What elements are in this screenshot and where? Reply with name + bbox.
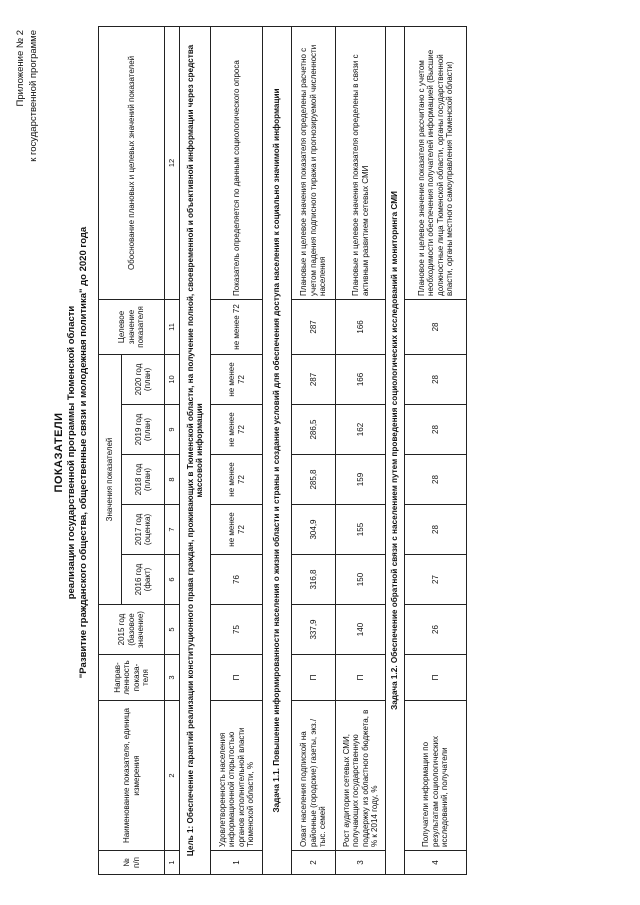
row-num: 2 (292, 851, 336, 875)
row-justification: Плановые и целевое значения показателя определены в связи с активным развитием сетевых СМИ (336, 26, 386, 299)
row-2017: 304,9 (292, 505, 336, 555)
header-num: № п/п (99, 851, 165, 875)
row-target: 28 (405, 299, 467, 354)
row-2018: 285,8 (292, 455, 336, 505)
row-direction: П (405, 655, 467, 701)
task-1-1-row (263, 26, 292, 874)
row-2018: 159 (336, 455, 386, 505)
header-2019: 2019 год (план) (122, 405, 165, 455)
row-target: 166 (336, 299, 386, 354)
row-2016: 27 (405, 555, 467, 605)
row-2019: не менее 72 (211, 405, 263, 455)
header-base: 2015 год (базовое значение) (99, 605, 165, 655)
column-number: 11 (165, 299, 180, 354)
row-justification: Показатель определяется по данным социологического опроса (211, 26, 263, 299)
header-2020: 2020 год (план) (122, 354, 165, 404)
row-direction: П (211, 655, 263, 701)
appendix-note (14, 30, 40, 162)
row-num: 4 (405, 851, 467, 875)
header-2017: 2017 год (оценка) (122, 505, 165, 555)
column-numbers-row (165, 26, 180, 874)
row-base: 337,9 (292, 605, 336, 655)
appendix-line-1: Приложение № 2 (15, 30, 26, 107)
row-name: Рост аудитории сетевых СМИ, получающих государственную поддержку из областного бюджета, в % к 2014 году, % (336, 701, 386, 851)
column-number: 5 (165, 605, 180, 655)
row-direction: П (336, 655, 386, 701)
row-name: Удовлетворенность населения информационной открытостью органов исполнительной власти Тюменской области, % (211, 701, 263, 851)
row-2016: 76 (211, 555, 263, 605)
header-direction: Направ-ленность показа-теля (99, 655, 165, 701)
column-number: 1 (165, 851, 180, 875)
row-justification: Плановое и целевое значение показателя рассчитано с учетом необходимости обеспечения получателей информацией (Высшие должностные лица Тюменской области, органы государственной власти, органы местного самоуправления Тюменской области) (405, 26, 467, 299)
header-values-group: Значения показателей (99, 354, 122, 604)
appendix-line-2: к государственной программе (28, 30, 39, 162)
column-number: 12 (165, 26, 180, 299)
table-row (211, 26, 263, 874)
task-1-1-text: Задача 1.1. Повышение информированности населения о жизни области и страны и создание условий для обеспечения доступа населения к социально значимой информации (263, 26, 292, 874)
row-2019: 162 (336, 405, 386, 455)
row-2017: 28 (405, 505, 467, 555)
title-line-3: "Развитие гражданского общества, общественные связи и молодежная политика" до 2020 года (78, 226, 89, 679)
row-justification: Плановые и целевое значения показателя определены расчетно с учетом падения подписного тиража и прогнозируемой численности населения (292, 26, 336, 299)
table-row (336, 26, 386, 874)
goal-row (180, 26, 211, 874)
row-name: Получатели информации по результатам социологических исследований, получатели (405, 701, 467, 851)
row-2017: 155 (336, 505, 386, 555)
row-2016: 316,8 (292, 555, 336, 605)
row-num: 1 (211, 851, 263, 875)
row-num: 3 (336, 851, 386, 875)
document-title (52, 0, 90, 905)
title-line-2: реализации государственной программы Тюменской области (66, 305, 77, 600)
column-number: 3 (165, 655, 180, 701)
column-number: 8 (165, 455, 180, 505)
row-2017: не менее 72 (211, 505, 263, 555)
header-justification: Обоснование плановых и целевых значений показателей (99, 26, 165, 299)
row-2020: не менее 72 (211, 354, 263, 404)
column-number: 6 (165, 555, 180, 605)
header-row-1 (99, 26, 122, 874)
table-row (292, 26, 336, 874)
row-2019: 28 (405, 405, 467, 455)
table-row (405, 26, 467, 874)
row-base: 140 (336, 605, 386, 655)
column-number: 2 (165, 701, 180, 851)
goal-text: Цель 1: Обеспечение гарантий реализации конституционного права граждан, проживающих в Тюменской области, на получение полной, своевременной и объективной информации через средства массовой информации (180, 26, 211, 874)
row-base: 26 (405, 605, 467, 655)
row-2020: 287 (292, 354, 336, 404)
row-name: Охват населения подпиской на районные (городские) газеты, экз./тыс. семей (292, 701, 336, 851)
header-2016: 2016 год (факт) (122, 555, 165, 605)
row-base: 75 (211, 605, 263, 655)
row-2019: 286,5 (292, 405, 336, 455)
row-2020: 166 (336, 354, 386, 404)
row-target: 287 (292, 299, 336, 354)
title-line-1: ПОКАЗАТЕЛИ (53, 412, 65, 493)
row-2016: 150 (336, 555, 386, 605)
task-1-2-text: Задача 1.2. Обеспечение обратной связи с населением путем проведения социологических исследований и мониторинга СМИ (386, 26, 405, 874)
column-number: 7 (165, 505, 180, 555)
indicators-table (98, 26, 467, 875)
header-name: Наименование показателя, единица измерения (99, 701, 165, 851)
column-number: 10 (165, 354, 180, 404)
row-2018: 28 (405, 455, 467, 505)
row-target: не менее 72 (211, 299, 263, 354)
row-2020: 28 (405, 354, 467, 404)
task-1-2-row (386, 26, 405, 874)
row-2018: не менее 72 (211, 455, 263, 505)
header-target: Целевое значение показателя (99, 299, 165, 354)
column-number: 9 (165, 405, 180, 455)
row-direction: П (292, 655, 336, 701)
header-2018: 2018 год (план) (122, 455, 165, 505)
